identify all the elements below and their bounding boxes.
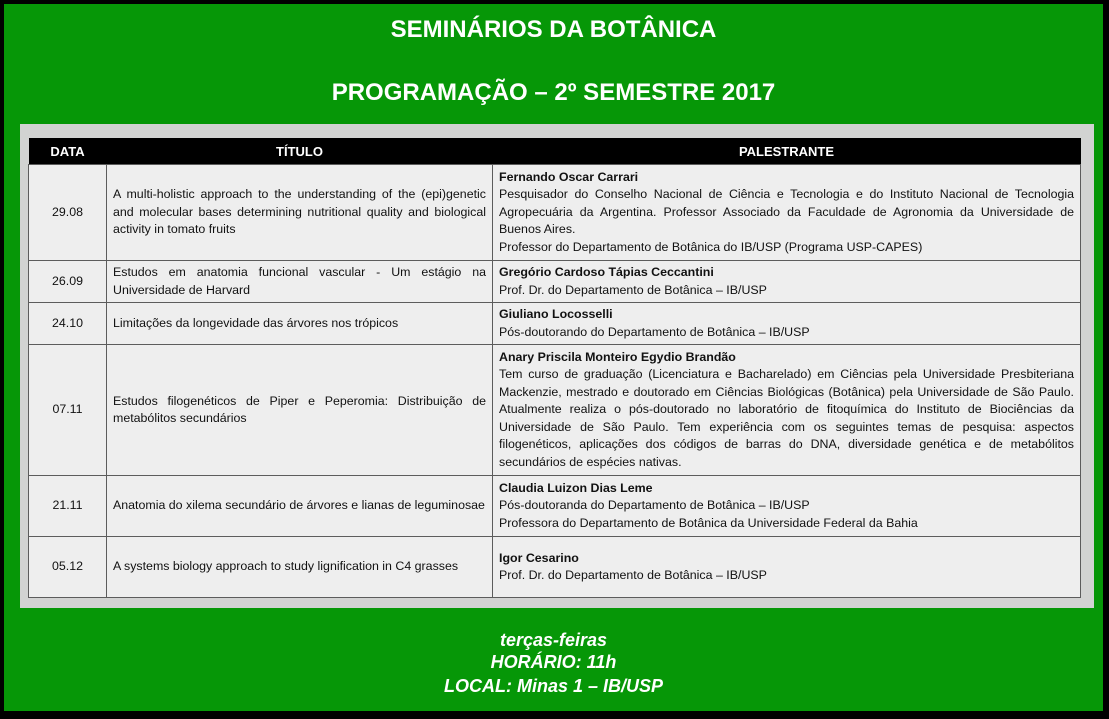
- row-date: 26.09: [29, 261, 107, 303]
- column-header-speaker: PALESTRANTE: [493, 138, 1081, 165]
- row-date: 21.11: [29, 476, 107, 537]
- speaker-name: Claudia Luizon Dias Leme: [499, 480, 653, 495]
- table-row: [29, 165, 1081, 261]
- column-header-date: DATA: [29, 138, 107, 165]
- speaker-detail: Pesquisador do Conselho Nacional de Ciência e Tecnologia e do Instituto Nacional de Tecnologia Agropecuária da Argentina. Professor Associado da Faculdade de Agronomia da Universidade de Buenos Aires.: [499, 187, 1074, 237]
- table-row: [29, 303, 1081, 345]
- row-title: A multi-holistic approach to the understanding of the (epi)genetic and molecular bases determining nutritional quality and biological activity in tomato fruits: [107, 165, 493, 261]
- speaker-detail: Professora do Departamento de Botânica da Universidade Federal da Bahia: [499, 515, 918, 530]
- speaker-name: Igor Cesarino: [499, 550, 579, 565]
- poster: [4, 4, 1103, 711]
- page-title: SEMINÁRIOS DA BOTÂNICA: [390, 16, 717, 43]
- page-subtitle: PROGRAMAÇÃO – 2º SEMESTRE 2017: [331, 79, 776, 106]
- speaker-name: Gregório Cardoso Tápias Ceccantini: [499, 265, 714, 280]
- schedule-panel: [20, 124, 1094, 608]
- row-date: 24.10: [29, 303, 107, 345]
- row-speaker-cell: [493, 345, 1081, 476]
- row-speaker-cell: [493, 537, 1081, 598]
- row-title: A systems biology approach to study lignification in C4 grasses: [107, 537, 493, 598]
- row-title: Limitações da longevidade das árvores nos trópicos: [107, 303, 493, 345]
- row-date: 29.08: [29, 165, 107, 261]
- row-title: Estudos em anatomia funcional vascular - Um estágio na Universidade de Harvard: [107, 261, 493, 303]
- column-header-title: TÍTULO: [107, 138, 493, 165]
- schedule-table: [28, 138, 1081, 598]
- speaker-detail: Prof. Dr. do Departamento de Botânica – IB/USP: [499, 282, 767, 297]
- table-row: [29, 476, 1081, 537]
- row-speaker-cell: [493, 165, 1081, 261]
- speaker-detail: Prof. Dr. do Departamento de Botânica – IB/USP: [499, 568, 767, 582]
- row-date: 07.11: [29, 345, 107, 476]
- table-header-row: [29, 138, 1081, 165]
- footer-time: HORÁRIO: 11h: [490, 652, 617, 672]
- speaker-detail: Pós-doutoranda do Departamento de Botânica – IB/USP: [499, 498, 810, 513]
- speaker-detail: Pós-doutorando do Departamento de Botânica – IB/USP: [499, 324, 810, 339]
- speaker-detail: Professor do Departamento de Botânica do IB/USP (Programa USP-CAPES): [499, 239, 923, 254]
- row-title: Estudos filogenéticos de Piper e Peperomia: Distribuição de metabólitos secundários: [107, 345, 493, 476]
- row-speaker-cell: [493, 303, 1081, 345]
- table-row: [29, 537, 1081, 598]
- speaker-name: Giuliano Locosselli: [499, 307, 613, 322]
- row-date: 05.12: [29, 537, 107, 598]
- footer-location: LOCAL: Minas 1 – IB/USP: [443, 676, 664, 696]
- speaker-detail: Tem curso de graduação (Licenciatura e Bacharelado) em Ciências pela Universidade Presbiteriana Mackenzie, mestrado e doutorado em Ciências Biológicas (Botânica) pela Universidade de São Paulo. Atualmente realiza o pós-doutorado no laboratório de fitoquímica do Instituto de Biociências da Universidade de São Paulo. Tem experiência com os seguintes temas de pesquisa: aspectos filogenéticos, aplicações dos códigos de barras do DNA, diversidade genética e de metabólitos secundários de espécies nativas.: [499, 367, 1074, 469]
- table-row: [29, 261, 1081, 303]
- row-speaker-cell: [493, 261, 1081, 303]
- footer-day: terças-feiras: [499, 630, 608, 650]
- speaker-name: Fernando Oscar Carrari: [499, 169, 639, 184]
- speaker-name: Anary Priscila Monteiro Egydio Brandão: [499, 350, 736, 365]
- row-title: Anatomia do xilema secundário de árvores e lianas de leguminosae: [107, 476, 493, 537]
- table-row: [29, 345, 1081, 476]
- row-speaker-cell: [493, 476, 1081, 537]
